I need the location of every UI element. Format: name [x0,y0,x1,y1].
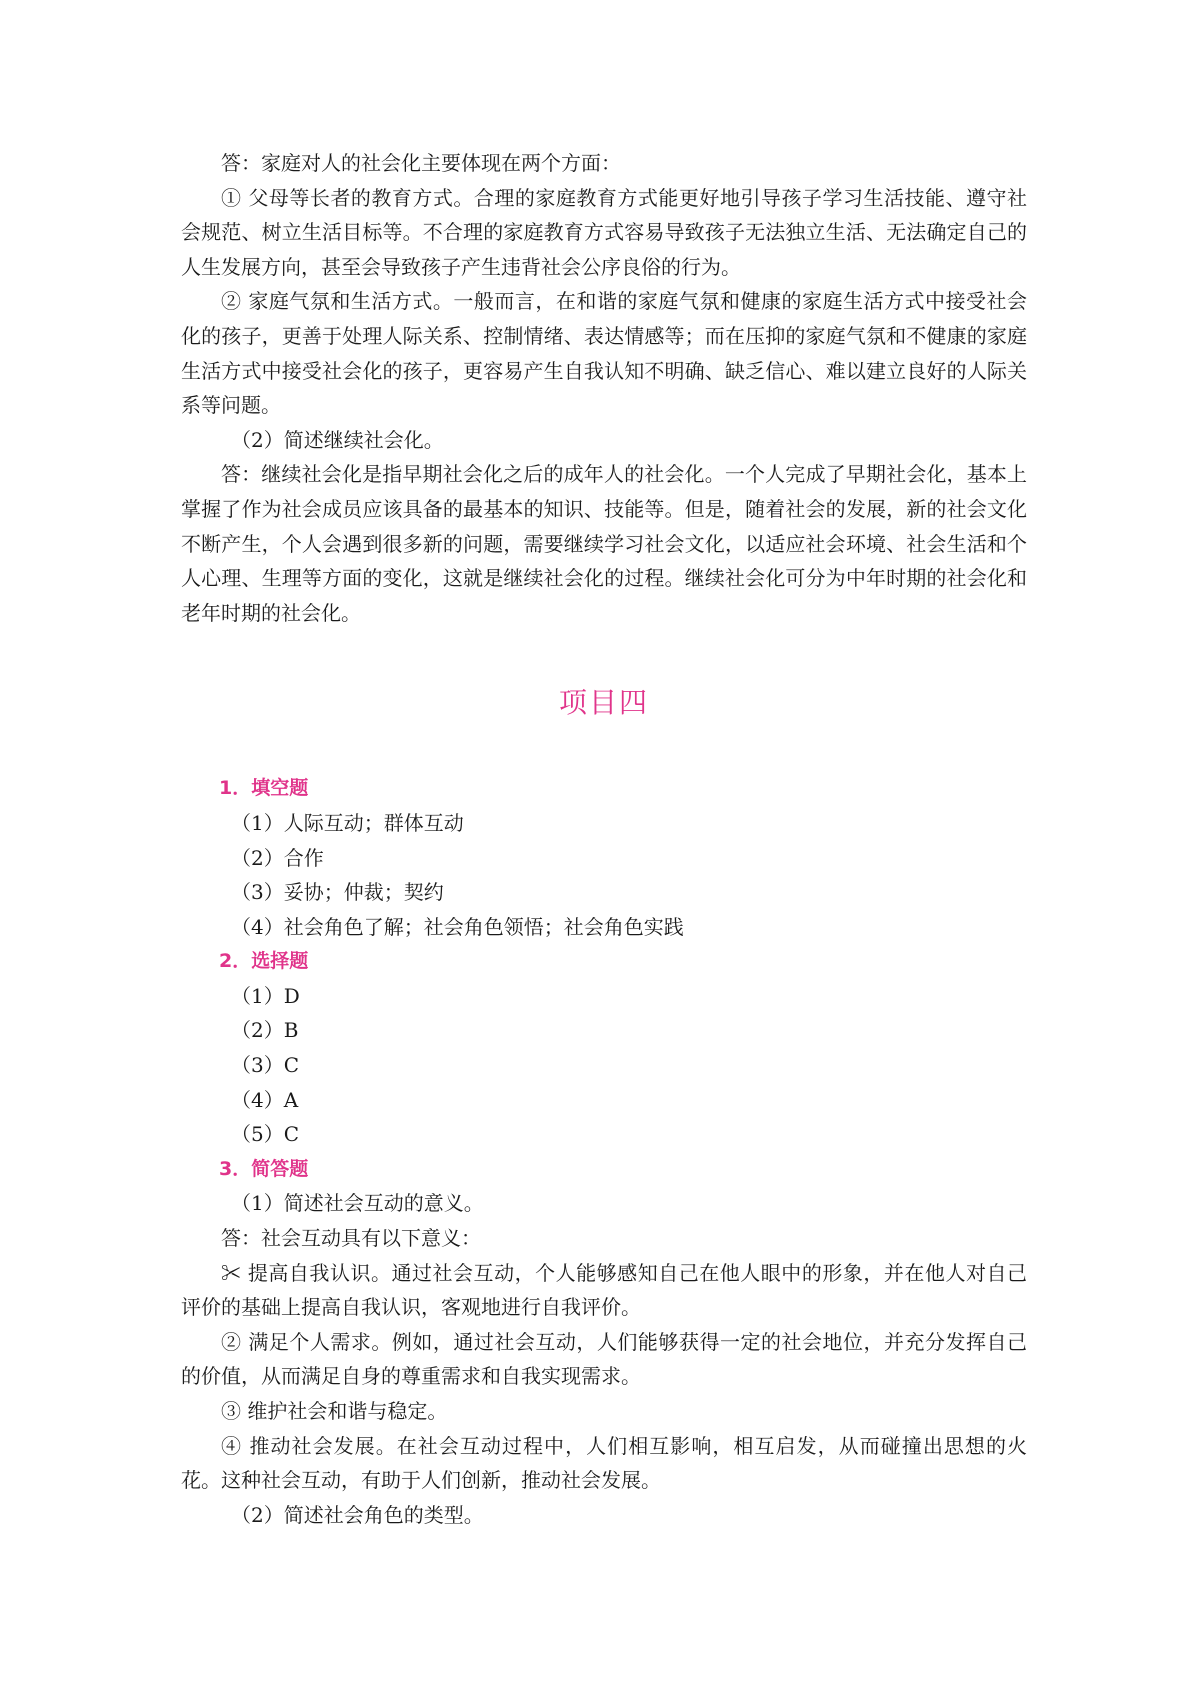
question-2: （2）简述继续社会化。 [231,427,444,452]
choice-item: （5）C [231,1122,300,1147]
answer-2: 答：继续社会化是指早期社会化之后的成年人的社会化。一个人完成了早期社会化，基本上掌握了作为社会成员应该具备的最基本的知识、技能等。但是，随着社会的发展，新的社会文化不断产生，个人会遇到很多新的问题，需要继续学习社会文化，以适应社会环境、社会生活和个人心理、生理等方面的变化，这就是继续社会化的过程。继续社会化可分为中年时期的社会化和老年时期的社会化。 [181,462,1027,625]
short-question-1: （1）简述社会互动的意义。 [231,1191,484,1216]
fill-item: （4）社会角色了解；社会角色领悟；社会角色实践 [231,914,684,939]
section-title: 项目四 [558,686,649,720]
answer-point-2: ② 家庭气氛和生活方式。一般而言，在和谐的家庭气氛和健康的家庭生活方式中接受社会化的孩子，更善于处理人际关系、控制情绪、表达情感等；而在压抑的家庭气氛和不健康的家庭生活方式中接受社会化的孩子，更容易产生自我认知不明确、缺乏信心、难以建立良好的人际关系等问题。 [181,289,1027,418]
short-point-4: ④ 推动社会发展。在社会互动过程中，人们相互影响，相互启发，从而碰撞出思想的火花。这种社会互动，有助于人们创新，推动社会发展。 [181,1433,1027,1493]
fill-item: （1）人际互动；群体互动 [231,810,464,835]
fill-item: （3）妥协；仲裁；契约 [231,880,444,905]
short-answer-intro: 答：社会互动具有以下意义： [221,1226,481,1251]
answer-point-1: ① 父母等长者的教育方式。合理的家庭教育方式能更好地引导孩子学习生活技能、遵守社会规范、树立生活目标等。不合理的家庭教育方式容易导致孩子无法独立生活、无法确定自己的人生发展方向，甚至会导致孩子产生违背社会公序良俗的行为。 [181,185,1027,279]
short-question-2: （2）简述社会角色的类型。 [231,1502,484,1527]
fill-item: （2）合作 [231,845,324,870]
short-point-3: ③ 维护社会和谐与稳定。 [221,1399,448,1423]
fill-heading: 1．填空题 [219,777,309,800]
choice-heading: 2．选择题 [219,950,309,973]
choice-item: （3）C [231,1053,300,1078]
answer-intro: 答：家庭对人的社会化主要体现在两个方面： [221,151,621,175]
choice-item: （1）D [231,983,300,1008]
short-point-1: ✂ 提高自我认识。通过社会互动，个人能够感知自己在他人眼中的形象，并在他人对自己评价的基础上提高自我认识，客观地进行自我评价。 [181,1260,1027,1320]
short-point-2: ② 满足个人需求。例如，通过社会互动，人们能够获得一定的社会地位，并充分发挥自己的价值，从而满足自身的尊重需求和自我实现需求。 [181,1329,1027,1389]
choice-item: （4）A [231,1087,299,1112]
short-heading: 3．简答题 [219,1157,309,1180]
choice-item: （2）B [231,1018,299,1043]
